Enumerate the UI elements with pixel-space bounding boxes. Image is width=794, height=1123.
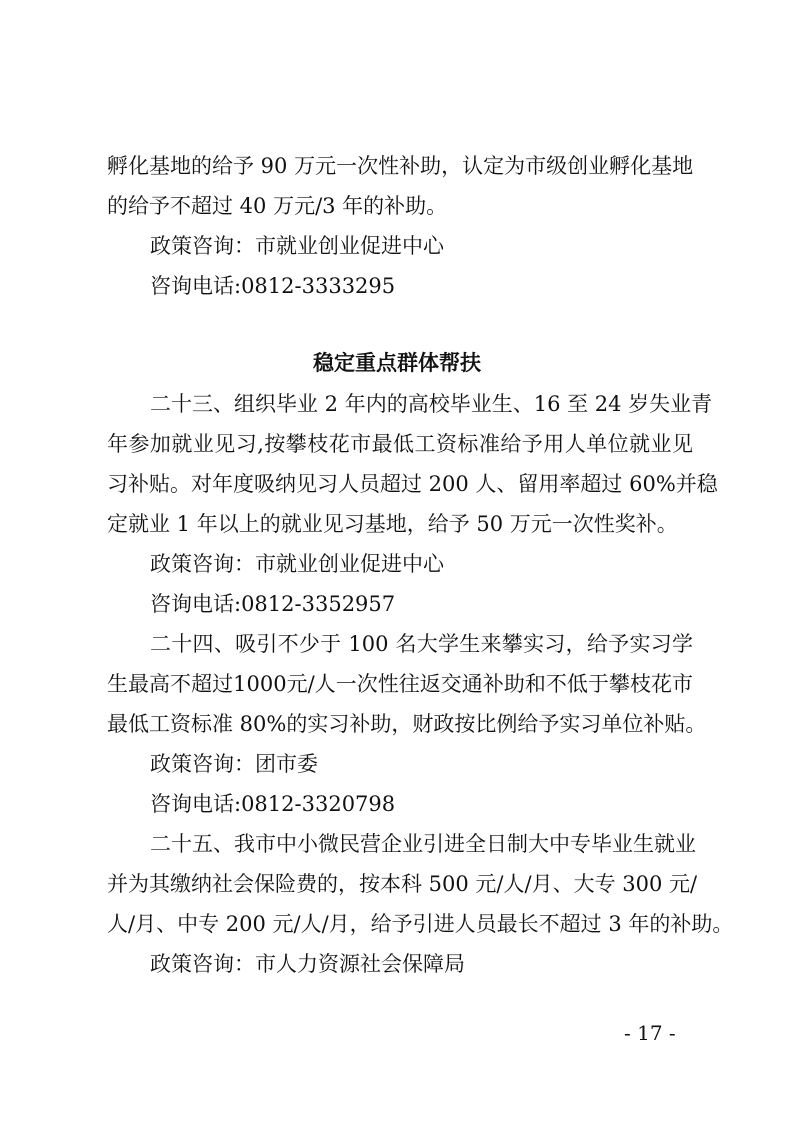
consult-phone-line: 咨询电话:0812-3333295 xyxy=(150,274,396,298)
policy-consult-line: 政策咨询：市就业创业促进中心 xyxy=(150,234,444,258)
paragraph-line: 二十三、组织毕业 2 年内的高校毕业生、16 至 24 岁失业青 xyxy=(150,392,713,416)
paragraph-line: 年参加就业见习,按攀枝花市最低工资标准给予用人单位就业见 xyxy=(107,432,693,456)
paragraph-line: 二十四、吸引不少于 100 名大学生来攀实习，给予实习学 xyxy=(150,632,693,656)
paragraph-line: 并为其缴纳社会保险费的，按本科 500 元/人/月、大专 300 元/ xyxy=(107,872,698,896)
paragraph-line: 人/月、中专 200 元/人/月，给予引进人员最长不超过 3 年的补助。 xyxy=(107,912,734,936)
policy-consult-line: 政策咨询：市就业创业促进中心 xyxy=(150,552,444,576)
section-heading: 稳定重点群体帮扶 xyxy=(313,351,481,375)
consult-phone-line: 咨询电话:0812-3352957 xyxy=(150,592,396,616)
paragraph-line: 孵化基地的给予 90 万元一次性补助，认定为市级创业孵化基地 xyxy=(107,154,694,178)
paragraph-line: 二十五、我市中小微民营企业引进全日制大中专毕业生就业 xyxy=(150,832,696,856)
paragraph-line: 最低工资标准 80%的实习补助，财政按比例给予实习单位补贴。 xyxy=(107,712,707,736)
paragraph-line: 习补贴。对年度吸纳见习人员超过 200 人、留用率超过 60%并稳 xyxy=(107,472,718,496)
consult-phone-line: 咨询电话:0812-3320798 xyxy=(150,792,396,816)
page-number: - 17 - xyxy=(624,1021,676,1045)
paragraph-line: 生最高不超过1000元/人一次性往返交通补助和不低于攀枝花市 xyxy=(107,672,693,696)
policy-consult-line: 政策咨询：市人力资源社会保障局 xyxy=(150,952,465,976)
paragraph-line: 定就业 1 年以上的就业见习基地，给予 50 万元一次性奖补。 xyxy=(107,512,678,536)
paragraph-line: 的给予不超过 40 万元/3 年的补助。 xyxy=(107,194,448,218)
policy-consult-line: 政策咨询：团市委 xyxy=(150,752,318,776)
